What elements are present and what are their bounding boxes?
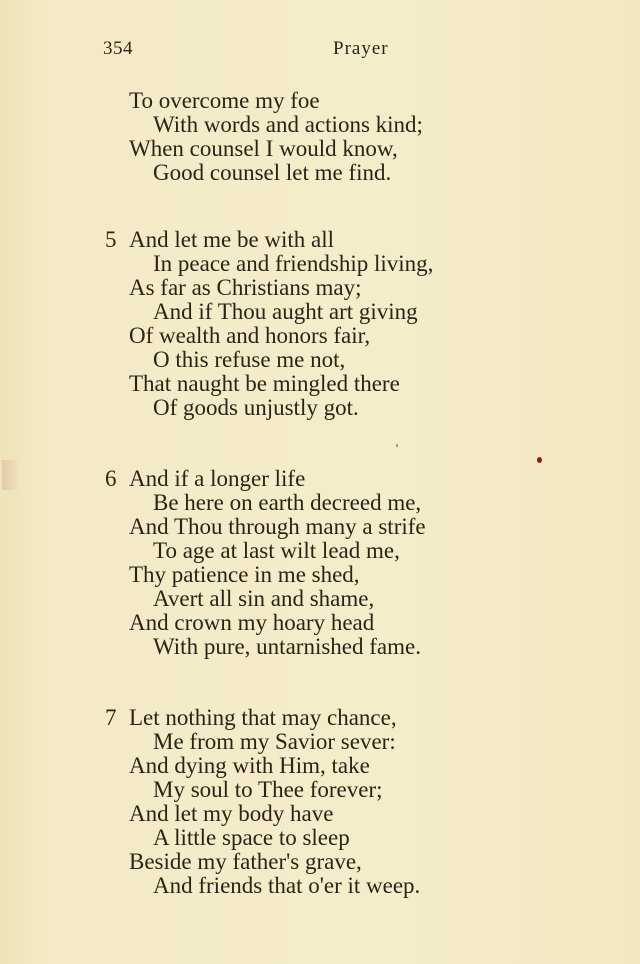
verse-line: With words and actions kind; [153, 112, 423, 137]
verse-line: Me from my Savior sever: [153, 729, 396, 754]
verse-line: A little space to sleep [153, 825, 350, 850]
verse-line: 5 And let me be with all [105, 227, 335, 252]
stanza-continued [105, 89, 423, 185]
page-header [103, 38, 392, 62]
verse-line: To age at last wilt lead me, [153, 538, 400, 563]
page-stain [2, 460, 20, 490]
stanza-6 [105, 467, 426, 659]
verse-line: Avert all sin and shame, [153, 586, 375, 611]
ink-spot [537, 457, 542, 463]
verse-line: 6 And if a longer life [105, 466, 306, 491]
verse-line: To overcome my foe [129, 88, 320, 113]
verse-line: Be here on earth decreed me, [153, 490, 422, 515]
stanza-5 [105, 228, 433, 420]
verse-line: Thy patience in me shed, [129, 562, 360, 587]
verse-line: 7 Let nothing that may chance, [105, 705, 397, 730]
verse-line: When counsel I would know, [129, 136, 398, 161]
verse-line: Good counsel let me find. [153, 160, 392, 185]
verse-line: And friends that o'er it weep. [153, 873, 421, 898]
verse-line: Of wealth and honors fair, [129, 323, 371, 348]
verse-line: Of goods unjustly got. [153, 395, 359, 420]
verse-line: That naught be mingled there [129, 371, 400, 396]
paper-speck [396, 444, 398, 447]
stanza-number: 7 [105, 705, 117, 730]
verse-line: And dying with Him, take [129, 753, 370, 778]
verse-line: As far as Christians may; [129, 275, 362, 300]
verse-line: My soul to Thee forever; [153, 777, 383, 802]
verse-line: And let my body have [129, 801, 334, 826]
stanza-number: 6 [105, 466, 117, 491]
verse-line: And if Thou aught art giving [153, 299, 418, 324]
verse-line: Beside my father's grave, [129, 849, 362, 874]
verse-line: In peace and friendship living, [153, 251, 434, 276]
verse-line: With pure, untarnished fame. [153, 634, 421, 659]
verse-line: O this refuse me not, [153, 347, 346, 372]
stanza-7 [105, 706, 420, 898]
page-number: 354 [103, 38, 133, 59]
verse-line: And Thou through many a strife [129, 514, 426, 539]
stanza-number: 5 [105, 227, 117, 252]
running-title: Prayer [333, 38, 389, 59]
verse-line: And crown my hoary head [129, 610, 375, 635]
